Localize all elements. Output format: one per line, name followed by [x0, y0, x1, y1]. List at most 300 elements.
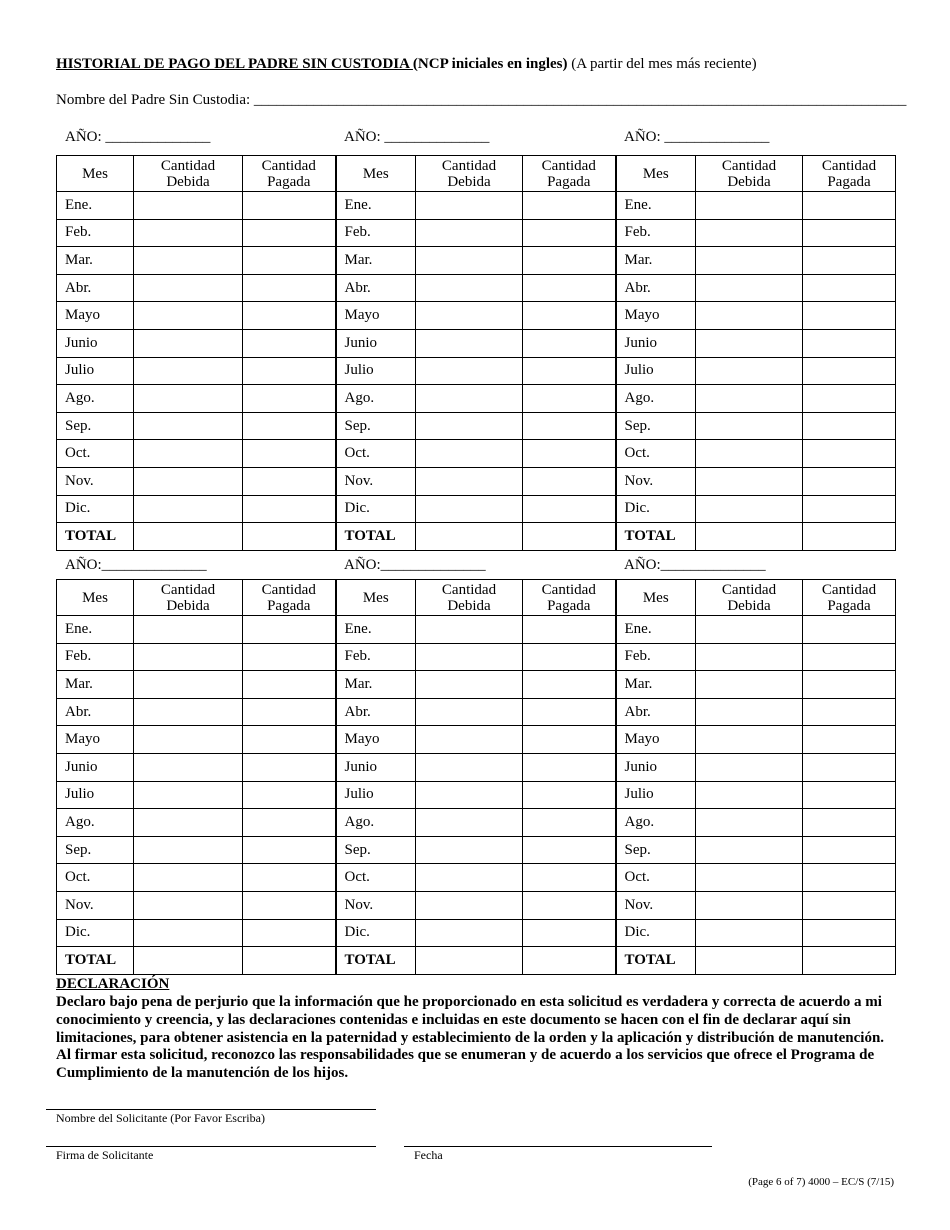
- amount-due-cell[interactable]: [696, 440, 803, 468]
- month-label: Junio: [616, 753, 696, 781]
- amount-due-cell[interactable]: [134, 329, 243, 357]
- amount-paid-cell[interactable]: [523, 947, 616, 975]
- amount-paid-cell[interactable]: [243, 274, 336, 302]
- form-title-ncp: (NCP iniciales en ingles): [412, 56, 568, 72]
- month-label: Mayo: [336, 302, 416, 330]
- month-label: Abr.: [57, 274, 134, 302]
- amount-paid-cell[interactable]: [803, 891, 896, 919]
- month-label: Mayo: [616, 726, 696, 754]
- month-label: Ene.: [336, 192, 416, 220]
- amount-due-cell[interactable]: [134, 412, 243, 440]
- month-label: Abr.: [616, 698, 696, 726]
- month-row: [57, 412, 896, 440]
- col-header-line-1: Cantidad: [821, 157, 877, 174]
- amount-due-cell[interactable]: [416, 919, 523, 947]
- month-row: [57, 302, 896, 330]
- amount-paid-cell[interactable]: [523, 836, 616, 864]
- amount-due-cell[interactable]: [696, 412, 803, 440]
- month-label: Sep.: [616, 412, 696, 440]
- amount-paid-cell[interactable]: [243, 809, 336, 837]
- month-row: [57, 192, 896, 220]
- payment-table-top: [56, 155, 896, 551]
- col-header-line-2: Pagada: [547, 173, 591, 190]
- month-label: Feb.: [57, 643, 134, 671]
- month-label: Julio: [57, 781, 134, 809]
- month-label: Dic.: [616, 495, 696, 523]
- amount-paid-cell[interactable]: [243, 495, 336, 523]
- amount-due-cell[interactable]: [696, 836, 803, 864]
- month-row: [57, 919, 896, 947]
- total-label: TOTAL: [336, 947, 416, 975]
- amount-due-cell[interactable]: [416, 836, 523, 864]
- amount-due-cell[interactable]: [696, 385, 803, 413]
- month-row: [57, 809, 896, 837]
- amount-due-cell[interactable]: [134, 671, 243, 699]
- col-header-line-1: Cantidad: [261, 581, 316, 598]
- col-header-line-2: Debida: [727, 597, 771, 614]
- month-label: Abr.: [57, 698, 134, 726]
- amount-paid-cell[interactable]: [243, 440, 336, 468]
- amount-due-cell[interactable]: [696, 219, 803, 247]
- col-header-line-2: Pagada: [547, 597, 591, 614]
- amount-due-cell[interactable]: [416, 357, 523, 385]
- amount-due-cell[interactable]: [416, 412, 523, 440]
- month-row: [57, 864, 896, 892]
- amount-due-cell[interactable]: [696, 274, 803, 302]
- month-label: Ago.: [57, 809, 134, 837]
- amount-due-cell[interactable]: [134, 891, 243, 919]
- amount-paid-cell[interactable]: [243, 753, 336, 781]
- col-header-cantidad-debida: [696, 156, 803, 192]
- month-label: Ene.: [616, 192, 696, 220]
- month-label: Dic.: [336, 495, 416, 523]
- year-field-top-2[interactable]: AÑO: ______________: [344, 129, 490, 145]
- amount-due-cell[interactable]: [416, 329, 523, 357]
- col-header-cantidad-pagada: [243, 580, 336, 616]
- col-header-line-2: Pagada: [827, 597, 871, 614]
- amount-paid-cell[interactable]: [803, 753, 896, 781]
- amount-paid-cell[interactable]: [523, 698, 616, 726]
- month-label: Junio: [57, 329, 134, 357]
- month-label: Ene.: [57, 192, 134, 220]
- amount-due-cell[interactable]: [134, 440, 243, 468]
- amount-paid-cell[interactable]: [803, 643, 896, 671]
- amount-due-cell[interactable]: [134, 274, 243, 302]
- month-label: Sep.: [336, 412, 416, 440]
- month-label: Oct.: [336, 440, 416, 468]
- amount-paid-cell[interactable]: [243, 412, 336, 440]
- amount-paid-cell[interactable]: [803, 192, 896, 220]
- col-header-cantidad-pagada: [523, 156, 616, 192]
- total-row: [57, 947, 896, 975]
- amount-paid-cell[interactable]: [243, 947, 336, 975]
- amount-paid-cell[interactable]: [243, 781, 336, 809]
- month-row: [57, 781, 896, 809]
- amount-paid-cell[interactable]: [243, 192, 336, 220]
- amount-due-cell[interactable]: [416, 753, 523, 781]
- amount-due-cell[interactable]: [696, 781, 803, 809]
- month-label: Dic.: [57, 495, 134, 523]
- amount-paid-cell[interactable]: [243, 919, 336, 947]
- amount-due-cell[interactable]: [134, 836, 243, 864]
- month-label: Mar.: [57, 247, 134, 275]
- month-row: [57, 698, 896, 726]
- amount-due-cell[interactable]: [416, 726, 523, 754]
- month-row: [57, 643, 896, 671]
- amount-paid-cell[interactable]: [523, 495, 616, 523]
- amount-due-cell[interactable]: [416, 274, 523, 302]
- year-field-bottom-2[interactable]: AÑO:______________: [344, 557, 486, 573]
- amount-due-cell[interactable]: [134, 947, 243, 975]
- amount-paid-cell[interactable]: [523, 302, 616, 330]
- amount-paid-cell[interactable]: [523, 357, 616, 385]
- col-header-line-2: Pagada: [267, 173, 311, 190]
- month-row: [57, 726, 896, 754]
- amount-due-cell[interactable]: [134, 753, 243, 781]
- amount-due-cell[interactable]: [416, 523, 523, 551]
- amount-due-cell[interactable]: [696, 192, 803, 220]
- amount-due-cell[interactable]: [696, 864, 803, 892]
- month-row: [57, 247, 896, 275]
- month-label: Ene.: [57, 616, 134, 644]
- month-label: Sep.: [616, 836, 696, 864]
- month-label: Oct.: [336, 864, 416, 892]
- month-row: [57, 274, 896, 302]
- month-label: Julio: [616, 357, 696, 385]
- month-label: Ago.: [336, 809, 416, 837]
- amount-due-cell[interactable]: [696, 891, 803, 919]
- amount-due-cell[interactable]: [416, 891, 523, 919]
- amount-paid-cell[interactable]: [243, 698, 336, 726]
- col-header-cantidad-debida: [416, 156, 523, 192]
- total-label: TOTAL: [57, 947, 134, 975]
- month-label: Mayo: [57, 302, 134, 330]
- applicant-signature-line[interactable]: [46, 1146, 376, 1147]
- amount-due-cell[interactable]: [696, 919, 803, 947]
- amount-paid-cell[interactable]: [523, 385, 616, 413]
- amount-paid-cell[interactable]: [243, 726, 336, 754]
- total-label: TOTAL: [336, 523, 416, 551]
- amount-paid-cell[interactable]: [243, 891, 336, 919]
- amount-due-cell[interactable]: [134, 495, 243, 523]
- amount-paid-cell[interactable]: [243, 671, 336, 699]
- amount-due-cell[interactable]: [134, 247, 243, 275]
- date-line[interactable]: [404, 1146, 712, 1147]
- amount-due-cell[interactable]: [416, 616, 523, 644]
- amount-due-cell[interactable]: [696, 671, 803, 699]
- amount-due-cell[interactable]: [134, 616, 243, 644]
- amount-due-cell[interactable]: [134, 523, 243, 551]
- amount-due-cell[interactable]: [134, 726, 243, 754]
- amount-due-cell[interactable]: [134, 192, 243, 220]
- amount-due-cell[interactable]: [416, 385, 523, 413]
- month-label: Oct.: [616, 440, 696, 468]
- month-label: Julio: [616, 781, 696, 809]
- amount-paid-cell[interactable]: [523, 523, 616, 551]
- amount-due-cell[interactable]: [416, 698, 523, 726]
- amount-paid-cell[interactable]: [803, 247, 896, 275]
- year-field-bottom-3[interactable]: AÑO:______________: [624, 557, 766, 573]
- amount-paid-cell[interactable]: [803, 302, 896, 330]
- amount-due-cell[interactable]: [416, 671, 523, 699]
- amount-due-cell[interactable]: [134, 864, 243, 892]
- month-row: [57, 467, 896, 495]
- month-label: Feb.: [336, 643, 416, 671]
- month-label: Oct.: [57, 864, 134, 892]
- col-header-line-2: Debida: [447, 173, 491, 190]
- col-header-mes: Mes: [616, 580, 696, 616]
- col-header-line-1: Cantidad: [721, 157, 777, 174]
- amount-due-cell[interactable]: [134, 357, 243, 385]
- amount-due-cell[interactable]: [696, 357, 803, 385]
- amount-due-cell[interactable]: [134, 781, 243, 809]
- amount-due-cell[interactable]: [134, 302, 243, 330]
- col-header-cantidad-pagada: [523, 580, 616, 616]
- amount-paid-cell[interactable]: [523, 781, 616, 809]
- payment-table-bottom: [56, 579, 896, 975]
- amount-paid-cell[interactable]: [803, 523, 896, 551]
- col-header-line-2: Debida: [447, 597, 491, 614]
- amount-paid-cell[interactable]: [523, 864, 616, 892]
- month-label: Feb.: [336, 219, 416, 247]
- month-label: Junio: [336, 329, 416, 357]
- amount-paid-cell[interactable]: [523, 329, 616, 357]
- month-label: Ago.: [616, 809, 696, 837]
- amount-paid-cell[interactable]: [523, 247, 616, 275]
- amount-paid-cell[interactable]: [803, 329, 896, 357]
- month-row: [57, 891, 896, 919]
- amount-due-cell[interactable]: [134, 919, 243, 947]
- month-label: Nov.: [616, 891, 696, 919]
- amount-paid-cell[interactable]: [523, 809, 616, 837]
- amount-paid-cell[interactable]: [243, 385, 336, 413]
- amount-due-cell[interactable]: [696, 495, 803, 523]
- amount-paid-cell[interactable]: [523, 891, 616, 919]
- month-label: Dic.: [57, 919, 134, 947]
- amount-paid-cell[interactable]: [803, 726, 896, 754]
- page-footer: (Page 6 of 7) 4000 – EC/S (7/15): [748, 1176, 894, 1188]
- amount-paid-cell[interactable]: [523, 671, 616, 699]
- amount-paid-cell[interactable]: [523, 219, 616, 247]
- month-label: Mar.: [57, 671, 134, 699]
- amount-paid-cell[interactable]: [523, 753, 616, 781]
- amount-due-cell[interactable]: [416, 192, 523, 220]
- amount-paid-cell[interactable]: [803, 440, 896, 468]
- amount-due-cell[interactable]: [696, 523, 803, 551]
- amount-due-cell[interactable]: [696, 247, 803, 275]
- amount-due-cell[interactable]: [416, 440, 523, 468]
- month-label: Sep.: [336, 836, 416, 864]
- amount-due-cell[interactable]: [696, 753, 803, 781]
- amount-paid-cell[interactable]: [803, 274, 896, 302]
- amount-due-cell[interactable]: [696, 698, 803, 726]
- amount-paid-cell[interactable]: [803, 467, 896, 495]
- col-header-mes: Mes: [57, 156, 134, 192]
- form-title-note: (A partir del mes más reciente): [567, 56, 757, 72]
- month-row: [57, 357, 896, 385]
- amount-due-cell[interactable]: [416, 947, 523, 975]
- month-label: Mar.: [616, 671, 696, 699]
- amount-due-cell[interactable]: [696, 329, 803, 357]
- month-label: Abr.: [336, 698, 416, 726]
- month-label: Nov.: [336, 467, 416, 495]
- amount-paid-cell[interactable]: [803, 864, 896, 892]
- month-label: Nov.: [57, 891, 134, 919]
- amount-paid-cell[interactable]: [523, 643, 616, 671]
- amount-due-cell[interactable]: [416, 495, 523, 523]
- amount-paid-cell[interactable]: [803, 698, 896, 726]
- amount-paid-cell[interactable]: [803, 781, 896, 809]
- amount-due-cell[interactable]: [134, 219, 243, 247]
- month-label: Nov.: [336, 891, 416, 919]
- amount-due-cell[interactable]: [134, 467, 243, 495]
- year-field-top-1[interactable]: AÑO: ______________: [65, 129, 211, 145]
- amount-paid-cell[interactable]: [243, 302, 336, 330]
- total-label: TOTAL: [616, 523, 696, 551]
- amount-due-cell[interactable]: [134, 385, 243, 413]
- total-label: TOTAL: [616, 947, 696, 975]
- col-header-line-1: Cantidad: [441, 157, 497, 174]
- col-header-line-1: Cantidad: [821, 581, 877, 598]
- amount-due-cell[interactable]: [134, 698, 243, 726]
- date-label: Fecha: [414, 1148, 443, 1162]
- col-header-line-1: Cantidad: [541, 581, 596, 598]
- col-header-line-2: Debida: [166, 173, 210, 190]
- amount-paid-cell[interactable]: [243, 219, 336, 247]
- amount-paid-cell[interactable]: [243, 836, 336, 864]
- amount-due-cell[interactable]: [416, 864, 523, 892]
- amount-due-cell[interactable]: [696, 947, 803, 975]
- ncp-name-line[interactable]: _______________________________________________________________________________________: [253, 92, 907, 108]
- applicant-name-label: Nombre del Solicitante (Por Favor Escriba): [56, 1111, 265, 1125]
- month-label: Mayo: [336, 726, 416, 754]
- month-label: Ene.: [336, 616, 416, 644]
- amount-paid-cell[interactable]: [523, 412, 616, 440]
- amount-due-cell[interactable]: [696, 302, 803, 330]
- amount-paid-cell[interactable]: [523, 274, 616, 302]
- month-label: Junio: [57, 753, 134, 781]
- amount-paid-cell[interactable]: [523, 467, 616, 495]
- col-header-line-1: Cantidad: [441, 581, 497, 598]
- amount-paid-cell[interactable]: [803, 385, 896, 413]
- month-row: [57, 385, 896, 413]
- col-header-mes: Mes: [336, 156, 416, 192]
- amount-due-cell[interactable]: [416, 781, 523, 809]
- total-row: [57, 523, 896, 551]
- amount-due-cell[interactable]: [416, 219, 523, 247]
- ncp-name-field[interactable]: [56, 92, 906, 109]
- amount-paid-cell[interactable]: [803, 616, 896, 644]
- total-label: TOTAL: [57, 523, 134, 551]
- amount-due-cell[interactable]: [696, 643, 803, 671]
- month-label: Sep.: [57, 412, 134, 440]
- amount-due-cell[interactable]: [416, 467, 523, 495]
- month-label: Mar.: [336, 671, 416, 699]
- amount-due-cell[interactable]: [696, 467, 803, 495]
- month-label: Oct.: [57, 440, 134, 468]
- col-header-cantidad-debida: [696, 580, 803, 616]
- amount-paid-cell[interactable]: [243, 616, 336, 644]
- col-header-line-1: Cantidad: [721, 581, 777, 598]
- month-label: Abr.: [616, 274, 696, 302]
- amount-paid-cell[interactable]: [523, 919, 616, 947]
- amount-paid-cell[interactable]: [243, 247, 336, 275]
- amount-paid-cell[interactable]: [523, 616, 616, 644]
- amount-paid-cell[interactable]: [803, 919, 896, 947]
- col-header-cantidad-debida: [416, 580, 523, 616]
- month-label: Nov.: [57, 467, 134, 495]
- col-header-line-2: Debida: [166, 597, 210, 614]
- month-label: Sep.: [57, 836, 134, 864]
- month-label: Abr.: [336, 274, 416, 302]
- amount-paid-cell[interactable]: [523, 192, 616, 220]
- col-header-mes: Mes: [616, 156, 696, 192]
- amount-paid-cell[interactable]: [803, 357, 896, 385]
- month-label: Mayo: [57, 726, 134, 754]
- month-row: [57, 219, 896, 247]
- month-label: Junio: [616, 329, 696, 357]
- amount-due-cell[interactable]: [134, 643, 243, 671]
- amount-paid-cell[interactable]: [243, 329, 336, 357]
- amount-due-cell[interactable]: [696, 809, 803, 837]
- amount-paid-cell[interactable]: [243, 467, 336, 495]
- amount-paid-cell[interactable]: [243, 643, 336, 671]
- applicant-signature-label: Firma de Solicitante: [56, 1148, 154, 1162]
- month-label: Mar.: [336, 247, 416, 275]
- applicant-name-line[interactable]: [46, 1109, 376, 1110]
- amount-paid-cell[interactable]: [243, 523, 336, 551]
- amount-paid-cell[interactable]: [803, 671, 896, 699]
- amount-paid-cell[interactable]: [523, 726, 616, 754]
- col-header-cantidad-pagada: [803, 156, 896, 192]
- col-header-line-2: Pagada: [827, 173, 871, 190]
- amount-due-cell[interactable]: [416, 247, 523, 275]
- amount-paid-cell[interactable]: [803, 495, 896, 523]
- year-field-bottom-1[interactable]: AÑO:______________: [65, 557, 207, 573]
- amount-due-cell[interactable]: [696, 726, 803, 754]
- col-header-line-1: Cantidad: [541, 157, 596, 174]
- month-label: Mar.: [616, 247, 696, 275]
- amount-due-cell[interactable]: [416, 643, 523, 671]
- form-title: [56, 56, 757, 73]
- year-field-top-3[interactable]: AÑO: ______________: [624, 129, 770, 145]
- amount-due-cell[interactable]: [696, 616, 803, 644]
- amount-due-cell[interactable]: [416, 809, 523, 837]
- col-header-cantidad-pagada: [803, 580, 896, 616]
- month-label: Oct.: [616, 864, 696, 892]
- month-label: Ene.: [616, 616, 696, 644]
- month-row: [57, 836, 896, 864]
- amount-paid-cell[interactable]: [803, 219, 896, 247]
- col-header-line-2: Pagada: [267, 597, 311, 614]
- declaration-text: Declaro bajo pena de perjurio que la información que he proporcionado en esta solicitud es verdadera y correcta de acuerdo a mi conocimiento y creencia, y las declaraciones contenidas e incluidas en este documento se hacen con el fin de declarar aquí sin limitaciones, para obtener asistencia en la paternidad y establecimiento de la orden y la aplicación y distribución de manutención. Al firmar esta solicitud, reconozco las responsabilidades que se enumeran y de acuerdo a los servicios que ofrece el Programa de Cumplimiento de la manutención de los hijos.: [56, 994, 885, 1082]
- amount-paid-cell[interactable]: [243, 864, 336, 892]
- amount-paid-cell[interactable]: [803, 809, 896, 837]
- col-header-cantidad-debida: [134, 580, 243, 616]
- amount-paid-cell[interactable]: [523, 440, 616, 468]
- amount-paid-cell[interactable]: [243, 357, 336, 385]
- ncp-name-label: Nombre del Padre Sin Custodia:: [56, 92, 251, 108]
- col-header-mes: Mes: [57, 580, 134, 616]
- month-label: Junio: [336, 753, 416, 781]
- amount-due-cell[interactable]: [134, 809, 243, 837]
- amount-due-cell[interactable]: [416, 302, 523, 330]
- col-header-line-1: Cantidad: [261, 157, 316, 174]
- month-label: Julio: [57, 357, 134, 385]
- amount-paid-cell[interactable]: [803, 947, 896, 975]
- amount-paid-cell[interactable]: [803, 836, 896, 864]
- amount-paid-cell[interactable]: [803, 412, 896, 440]
